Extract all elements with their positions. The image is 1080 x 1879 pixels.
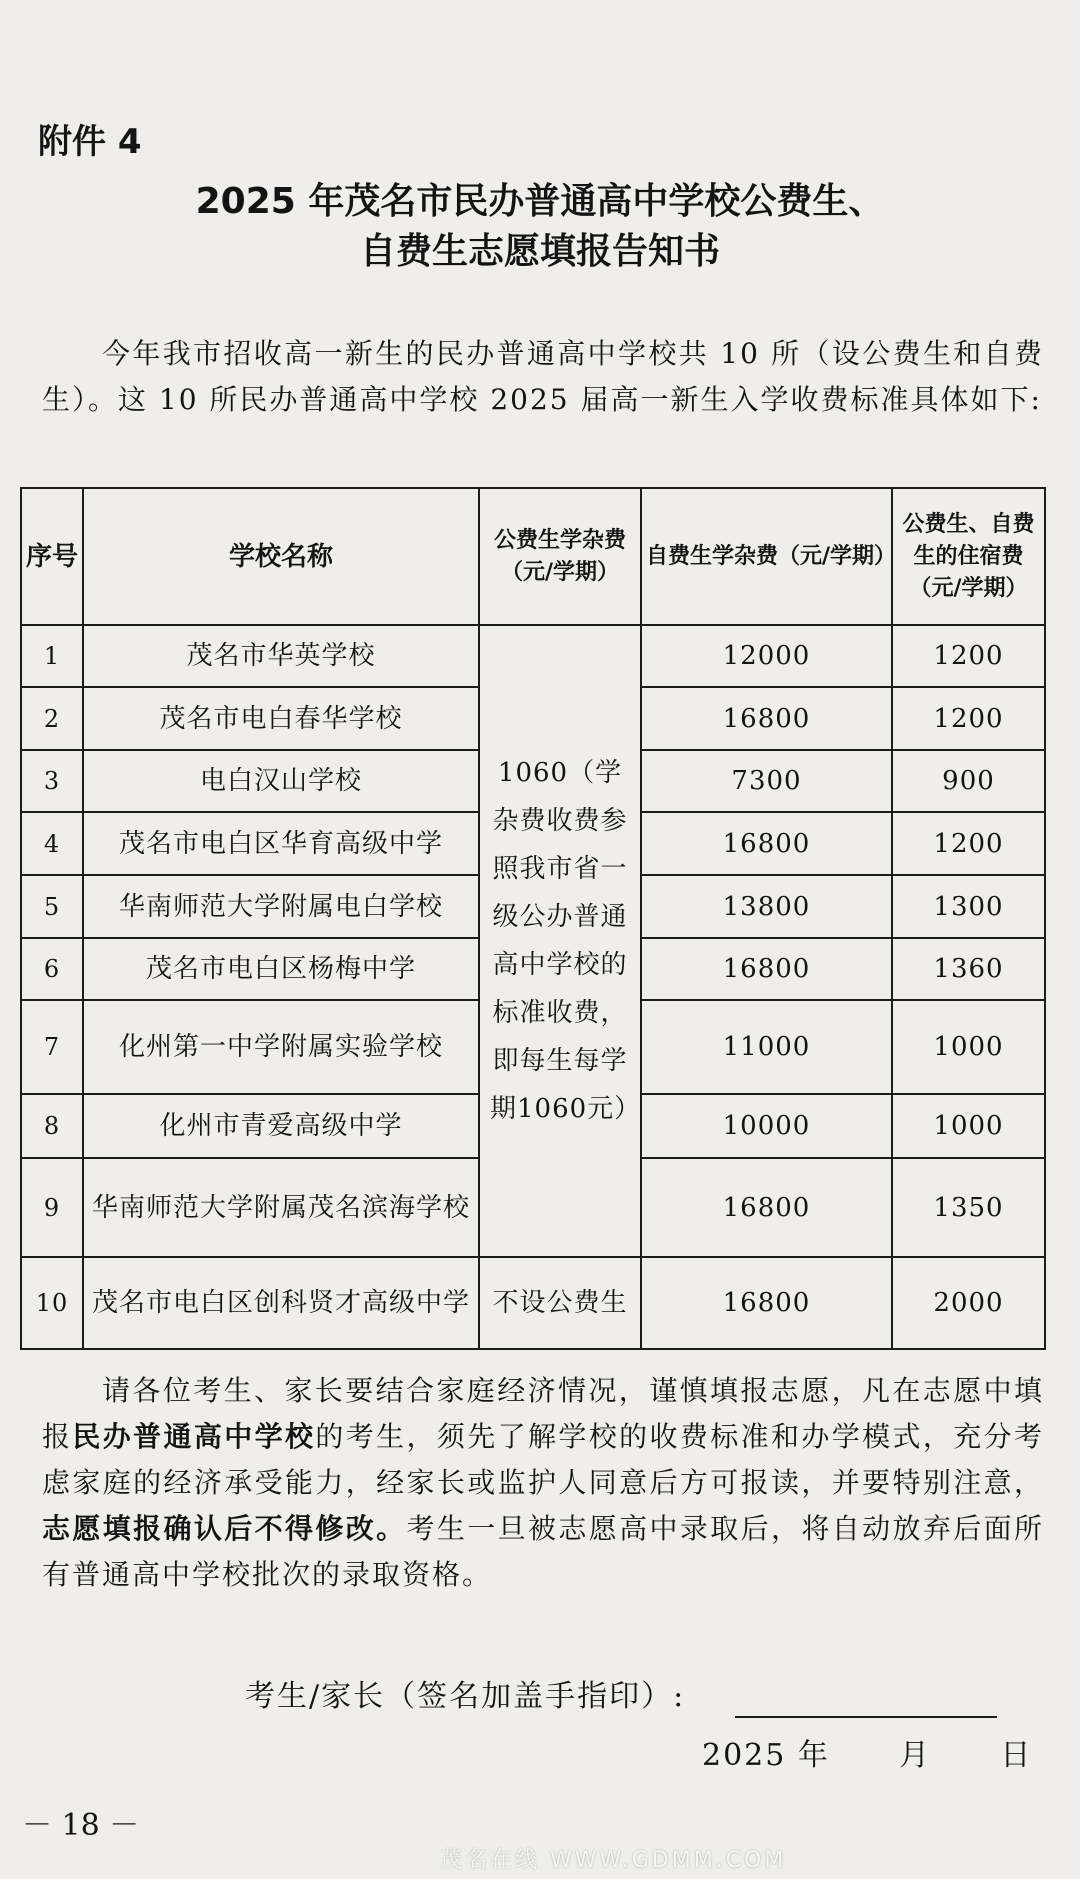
row-boarding-fee: 1200 [892,625,1045,687]
row-boarding-fee: 1350 [892,1158,1045,1257]
row-self-fee: 16800 [641,1158,892,1257]
row-no: 10 [21,1257,83,1349]
row-no: 8 [21,1094,83,1158]
attachment-label: 附件 4 [38,122,142,162]
notice-bold-no-modification: 志愿填报确认后不得修改。 [42,1512,407,1545]
no-public-fee-cell: 不设公费生 [479,1257,641,1349]
row-school-name: 华南师范大学附属电白学校 [83,875,479,938]
header-school-name: 学校名称 [83,488,479,625]
signature-line [735,1716,997,1718]
site-watermark: 茂名在线 WWW.GDMM.COM [440,1848,787,1873]
row-school-name: 茂名市电白区华育高级中学 [83,812,479,875]
notice-text-2: 的考生，须先了解学校的收费标准和办学模式，充分考虑家庭的经济承受能力，经家长或监护人同意后方可报读，并要特别注意， [42,1420,1044,1499]
row-no: 3 [21,750,83,812]
row-self-fee: 7300 [641,750,892,812]
row-self-fee: 11000 [641,1000,892,1094]
row-boarding-fee: 1200 [892,687,1045,750]
row-self-fee: 16800 [641,938,892,1000]
row-no: 4 [21,812,83,875]
row-self-fee: 16800 [641,687,892,750]
notice-text-3: 考生一旦被志愿高中录取后，将自动放弃后面所有普通高中学校批次的录取资格。 [42,1512,1044,1591]
row-school-name: 电白汉山学校 [83,750,479,812]
row-school-name: 华南师范大学附属茂名滨海学校 [83,1158,479,1257]
header-self-fee: 自费生学杂费（元/学期） [641,488,892,625]
table-header-row [21,488,1045,625]
row-school-name: 化州第一中学附属实验学校 [83,1000,479,1094]
row-no: 2 [21,687,83,750]
row-no: 7 [21,1000,83,1094]
row-school-name: 茂名市华英学校 [83,625,479,687]
row-boarding-fee: 1360 [892,938,1045,1000]
row-self-fee: 16800 [641,1257,892,1349]
row-self-fee: 12000 [641,625,892,687]
row-boarding-fee: 1000 [892,1000,1045,1094]
row-boarding-fee: 900 [892,750,1045,812]
header-public-fee: 公费生学杂费（元/学期） [479,488,641,625]
notice-text-1: 请各位考生、家长要结合家庭经济情况，谨慎填报志愿，凡在志愿中填报 [42,1374,1044,1453]
signature-label: 考生/家长（签名加盖手指印）: [245,1679,686,1714]
row-no: 1 [21,625,83,687]
row-boarding-fee: 1200 [892,812,1045,875]
page-number: － 18 － [22,1808,140,1843]
table-row [21,1257,1045,1349]
merged-public-fee-cell: 1060（学杂费收费参照我市省一级公办普通高中学校的标准收费，即每生每学期1060元） [479,625,641,1257]
row-no: 9 [21,1158,83,1257]
row-no: 6 [21,938,83,1000]
row-no: 5 [21,875,83,938]
header-boarding-fee: 公费生、自费生的住宿费（元/学期） [892,488,1045,625]
row-boarding-fee: 1300 [892,875,1045,938]
row-school-name: 茂名市电白区杨梅中学 [83,938,479,1000]
row-boarding-fee: 1000 [892,1094,1045,1158]
row-self-fee: 13800 [641,875,892,938]
row-school-name: 茂名市电白春华学校 [83,687,479,750]
row-self-fee: 10000 [641,1094,892,1158]
notice-paragraph [42,1368,1044,1598]
row-boarding-fee: 2000 [892,1257,1045,1349]
document-title-line-1: 2025 年茂名市民办普通高中学校公费生、 [195,181,885,222]
document-title-line-2: 自费生志愿填报告知书 [359,231,720,272]
row-self-fee: 16800 [641,812,892,875]
row-school-name: 化州市青爱高级中学 [83,1094,479,1158]
intro-paragraph: 今年我市招收高一新生的民办普通高中学校共 10 所（设公费生和自费生）。这 10 所民办普通高中学校 2025 届高一新生入学收费标准具体如下: [42,337,1044,416]
signature-date: 2025 年 月 日 [702,1738,1033,1773]
fee-table [20,487,1046,1350]
notice-bold-private-school: 民办普通高中学校 [72,1420,316,1453]
header-no: 序号 [21,488,83,625]
row-school-name: 茂名市电白区创科贤才高级中学 [83,1257,479,1349]
table-row [21,625,1045,687]
